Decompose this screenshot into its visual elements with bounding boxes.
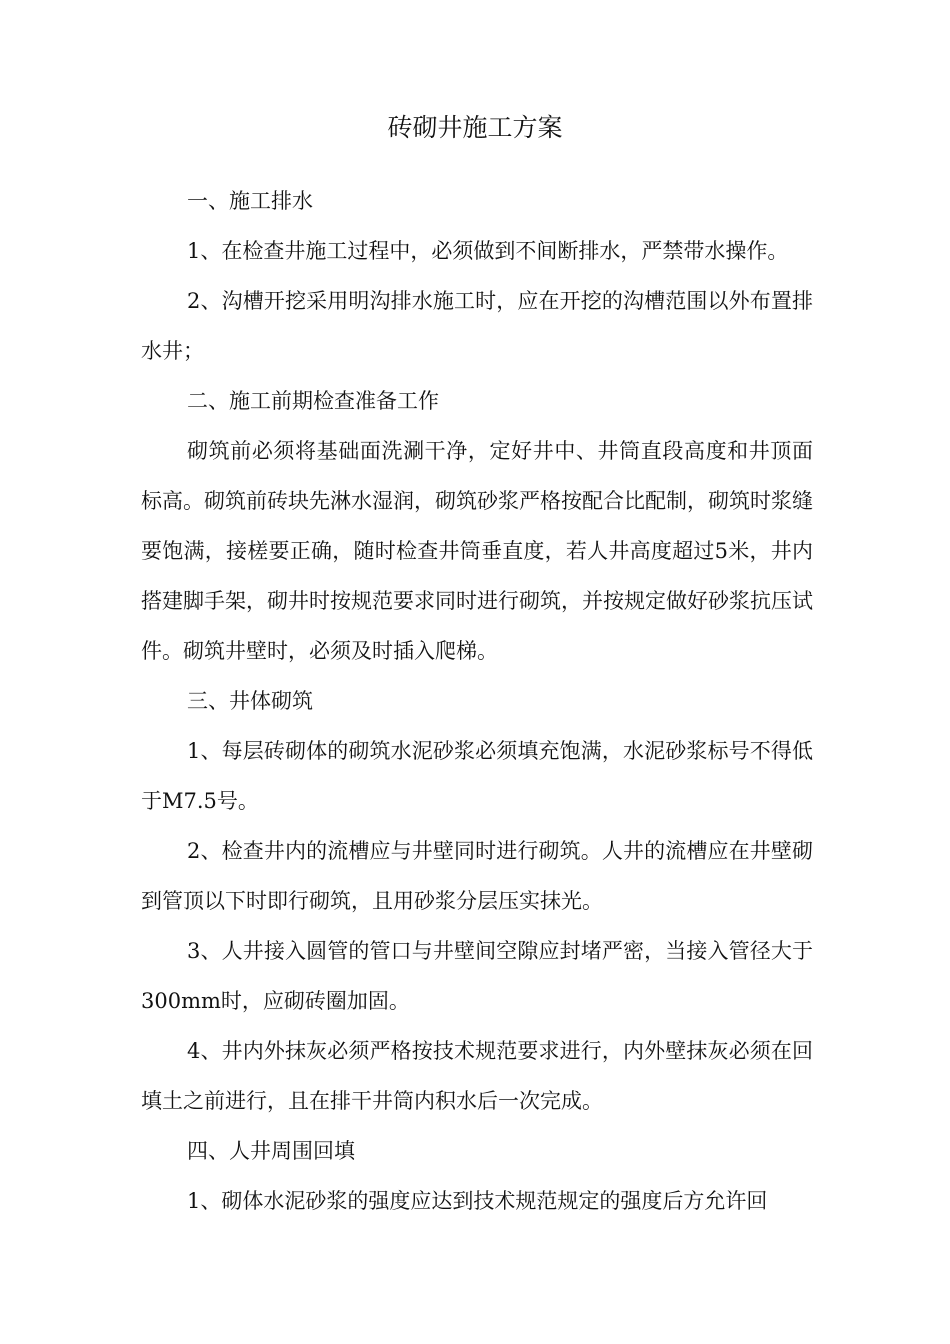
- paragraph-masonry-2: 2、检查井内的流槽应与井壁同时进行砌筑。人井的流槽应在井壁砌到管顶以下时即行砌筑，且用砂浆分层压实抹光。: [141, 839, 813, 913]
- section-heading-backfill: 四、人井周围回填: [187, 1139, 355, 1163]
- paragraph-drainage-1: 1、在检查井施工过程中，必须做到不间断排水，严禁带水操作。: [187, 239, 789, 263]
- document-body: [141, 176, 813, 1226]
- paragraph-preparation: 砌筑前必须将基础面洗涮干净，定好井中、井筒直段高度和井顶面标高。砌筑前砖块先淋水湿润，砌筑砂浆严格按配合比配制，砌筑时浆缝要饱满，接槎要正确，随时检查井筒垂直度，若人井高度超过5米，井内搭建脚手架，砌井时按规范要求同时进行砌筑，并按规定做好砂浆抗压试件。砌筑井壁时，必须及时插入爬梯。: [141, 439, 813, 663]
- section-heading-masonry: 三、井体砌筑: [187, 689, 313, 713]
- paragraph-backfill-1: 1、砌体水泥砂浆的强度应达到技术规范规定的强度后方允许回: [187, 1189, 768, 1213]
- document-title: 砖砌井施工方案: [387, 113, 563, 142]
- section-heading-preparation: 二、施工前期检查准备工作: [187, 389, 439, 413]
- paragraph-drainage-2: 2、沟槽开挖采用明沟排水施工时，应在开挖的沟槽范围以外布置排水井；: [141, 289, 813, 363]
- section-heading-drainage: 一、施工排水: [187, 189, 313, 213]
- paragraph-masonry-3: 3、人井接入圆管的管口与井壁间空隙应封堵严密，当接入管径大于300mm时，应砌砖圈加固。: [141, 939, 813, 1013]
- paragraph-masonry-1: 1、每层砖砌体的砌筑水泥砂浆必须填充饱满，水泥砂浆标号不得低于M7.5号。: [141, 739, 813, 813]
- paragraph-masonry-4: 4、井内外抹灰必须严格按技术规范要求进行，内外壁抹灰必须在回填土之前进行，且在排干井筒内积水后一次完成。: [141, 1039, 813, 1113]
